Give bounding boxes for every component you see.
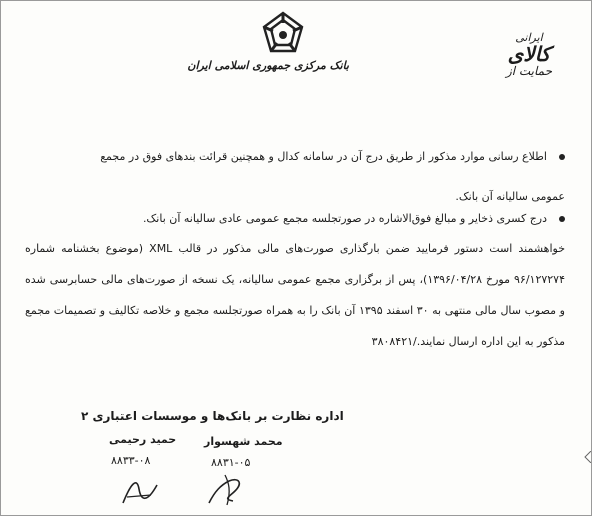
signer-1-name: حمید رحیمی	[109, 433, 177, 446]
bank-name: بانک مرکزی جمهوری اسلامی ایران	[187, 59, 349, 72]
signature-scrawl-2	[205, 471, 249, 509]
bullet-1-line-2: عمومی سالیانه آن بانک.	[455, 190, 565, 203]
signer-2-name: محمد شهسوار	[204, 435, 283, 448]
main-paragraph: خواهشمند است دستور فرمایید ضمن بارگذاری صورت‌های مالی مذکور در قالب XML (موضوع بخشنامه شماره ۹۶/۱۲۷۲۷۴ مورخ ۱۳۹۶/۰۴/۲۸)، پس از برگزاری مجمع عمومی سالیانه، یک نسخه از صورت‌های مالی حسابرسی شده و مصوب سال مالی منتهی به ۳۰ اسفند ۱۳۹۵ آن بانک را به همراه صورتجلسه مجمع و خلاصه تکالیف و تصمیمات مجمع مذکور به این اداره ارسال نمایند./۳۸۰۸۴۲۱	[25, 242, 565, 348]
bullet-dot	[559, 216, 565, 222]
slogan-logo	[489, 29, 569, 80]
slogan-line-1: ایرانی	[515, 31, 543, 44]
signer-1-code: ۸۸۳۳-۰۸	[111, 454, 151, 467]
slogan-line-3: حمایت از	[505, 64, 553, 78]
signer-2-code: ۸۸۳۱-۰۵	[211, 456, 251, 469]
signature-scrawl-1	[117, 473, 163, 509]
slogan-line-2: کالای	[507, 42, 551, 66]
bullet-dot	[559, 154, 565, 160]
department-name: اداره نظارت بر بانک‌ها و موسسات اعتباری ۲	[81, 409, 344, 423]
central-bank-logo	[256, 9, 310, 59]
page-edge-mark	[583, 451, 591, 463]
bullet-1-line-1: اطلاع رسانی موارد مذکور از طریق درج آن در سامانه کدال و همچنین قرائت بندهای فوق در مجمع	[100, 150, 547, 163]
bullet-2-text: درج کسری ذخایر و مبالغ فوق‌الاشاره در صورتجلسه مجمع عمومی عادی سالیانه آن بانک.	[142, 212, 547, 225]
